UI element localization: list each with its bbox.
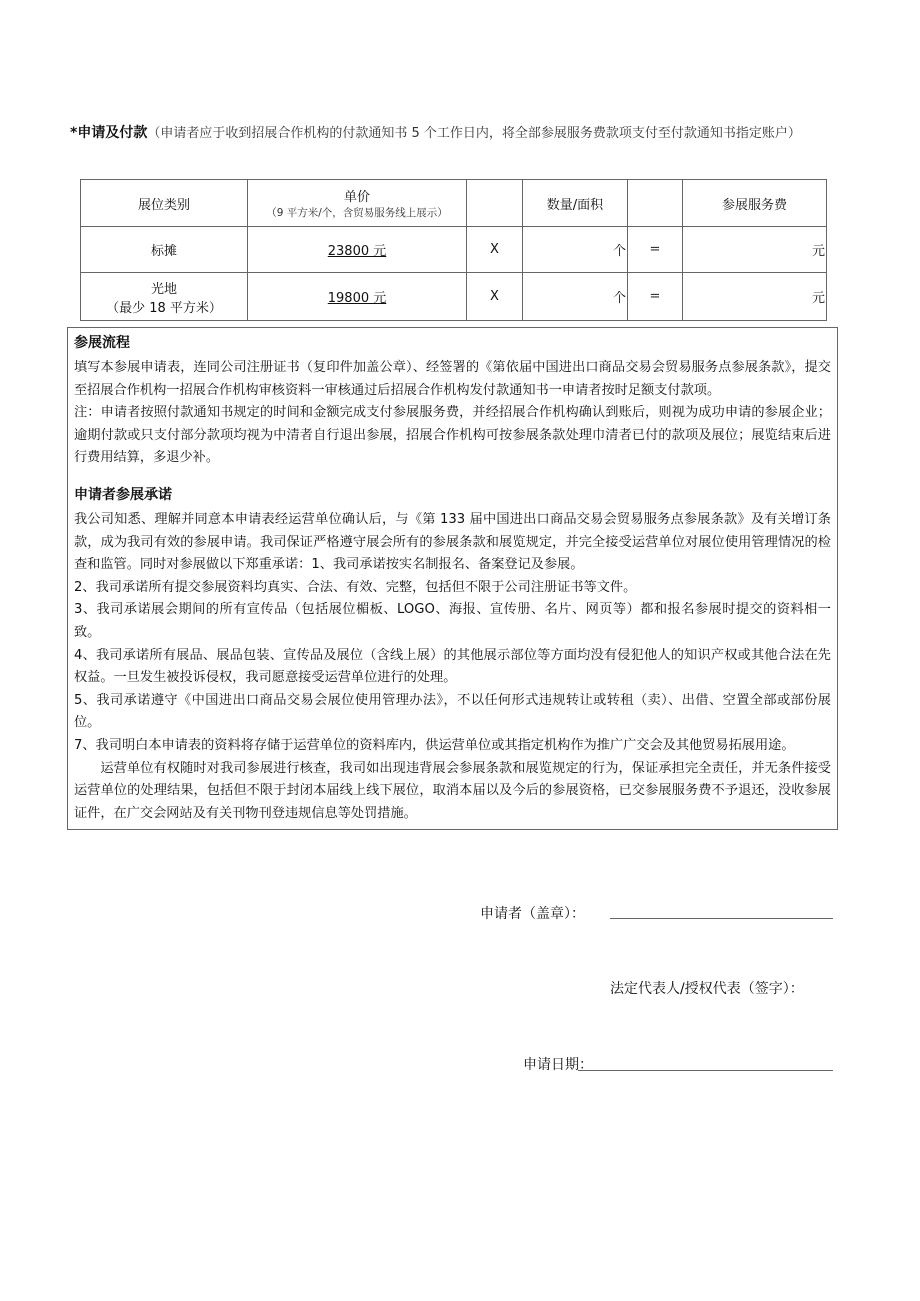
process-text: 填写本参展申请表，连同公司注册证书（复印件加盖公章）、经签署的《第依届中国进出口商品交易会贸易服务点参展条款》，提交至招展合作机构一招展合作机构审核资料一审核通过后招展合作机构发付款通知书一申请者按时足额支付款项。 bbox=[74, 360, 831, 398]
process-note: 注：申请者按照付款通知书规定的时间和金额完成支付参展服务费，并经招展合作机构确认到账后，则视为成功申请的参展企业；逾期付款或只支付部分款项均视为中清者自行退出参展，招展合作机构可按参展条款处理巾清者已付的款项及展位；展览结束后进行费用结算，多退少补。 bbox=[74, 405, 831, 466]
quantity-unit: 个 bbox=[612, 244, 626, 259]
table-row bbox=[81, 227, 827, 273]
commitment-item: 5、我司承诺遵守《中国进出口商品交易会展位使用管理办法》，不以任何形式违规转让或转租（卖）、出借、空置全部或部份展位。 bbox=[74, 692, 831, 731]
fee-unit: 元 bbox=[811, 244, 825, 259]
application-date-label: 申请日期： bbox=[523, 1057, 593, 1073]
header-booth-type: 展位类别 bbox=[81, 180, 248, 227]
applicant-seal-field[interactable] bbox=[610, 918, 833, 919]
payment-title: *申请及付款 bbox=[70, 125, 148, 141]
quantity-unit: 个 bbox=[612, 291, 626, 306]
fee-field[interactable] bbox=[683, 227, 827, 273]
unit-price: 23800 元 bbox=[327, 244, 387, 259]
terms-box bbox=[67, 327, 838, 830]
booth-type-note: （最少 18 平方米） bbox=[106, 300, 222, 316]
payment-note: （申请者应于收到招展合作机构的付款通知书 5 个工作日内，将全部参展服务费款项支付至付款通知书指定账户） bbox=[147, 126, 801, 141]
booth-fee-table bbox=[80, 179, 827, 321]
commitment-item: 3、我司承诺展会期间的所有宣传品（包括展位楣板、LOGO、海报、宣传册、名片、网页等）都和报名参展时提交的资料相一致。 bbox=[74, 602, 831, 640]
commitment-title: 申请者参展承诺 bbox=[74, 486, 172, 503]
header-unit-price bbox=[248, 180, 467, 227]
applicant-seal-label: 申请者（盖章）： bbox=[480, 906, 585, 922]
application-date-field[interactable] bbox=[578, 1070, 833, 1071]
commitment-item: 7、我司明白本申请表的资料将存储于运营单位的资料库内，供运营单位或其指定机构作为推广广交会及其他贸易拓展用途。 bbox=[74, 737, 795, 753]
commitment-closing: 运营单位有权随时对我司参展进行核查，我司如出现违背展会参展条款和展览规定的行为，保证承担完全责任，并无条件接受运营单位的处理结果，包括但不限于封闭本届线上线下展位，取消本届以及今后的参展资格，已交参展服务费不予退还，没收参展证件，在广交会网站及有关刊物刊登违规信息等处罚措施。 bbox=[74, 760, 831, 821]
equals-sign: = bbox=[628, 273, 683, 321]
header-blank bbox=[467, 180, 523, 227]
unit-price-note: （9 平方米/个，含贸易服务线上展示） bbox=[266, 207, 448, 219]
quantity-field[interactable] bbox=[523, 227, 628, 273]
booth-type bbox=[81, 273, 248, 321]
unit-price: 19800 元 bbox=[327, 291, 387, 306]
times-sign: X bbox=[467, 227, 523, 273]
fee-unit: 元 bbox=[811, 291, 825, 306]
equals-sign: = bbox=[628, 227, 683, 273]
payment-intro bbox=[70, 113, 830, 154]
commitment-item: 2、我司承诺所有提交参展资料均真实、合法、有效、完整，包括但不限于公司注册证书等文件。 bbox=[74, 579, 637, 595]
commitment-item: 4、我司承诺所有展品、展品包装、宣传品及展位（含线上展）的其他展示部位等方面均没有侵犯他人的知识产权或其他合法在先权益。一旦发生被投诉侵权，我司愿意接受运营单位进行的处理。 bbox=[74, 647, 831, 686]
booth-type-label: 光地 bbox=[150, 281, 177, 297]
header-blank bbox=[628, 180, 683, 227]
booth-type: 标摊 bbox=[81, 227, 248, 273]
process-title: 参展流程 bbox=[74, 335, 130, 351]
fee-field[interactable] bbox=[683, 273, 827, 321]
commitment-item: 我公司知悉、理解并同意本申请表经运营单位确认后，与《第 133 届中国进出口商品交易会贸易服务点参展条款》及有关增订条款，成为我司有效的参展申请。我司保证严格遵守展会所有的参展条款和展览规定，并完全接受运营单位对展位使用管理情况的检查和监管。同时对参展做以下郑重承诺：1、我司承诺按实名制报名、备案登记及参展。 bbox=[74, 511, 831, 573]
unit-price-label: 单价 bbox=[343, 190, 370, 205]
table-row bbox=[81, 273, 827, 321]
header-fee: 参展服务费 bbox=[683, 180, 827, 227]
header-quantity: 数量/面积 bbox=[523, 180, 628, 227]
quantity-field[interactable] bbox=[523, 273, 628, 321]
table-header-row bbox=[81, 180, 827, 227]
representative-sign-label: 法定代表人/授权代表（签字）： bbox=[610, 981, 804, 997]
times-sign: X bbox=[467, 273, 523, 321]
